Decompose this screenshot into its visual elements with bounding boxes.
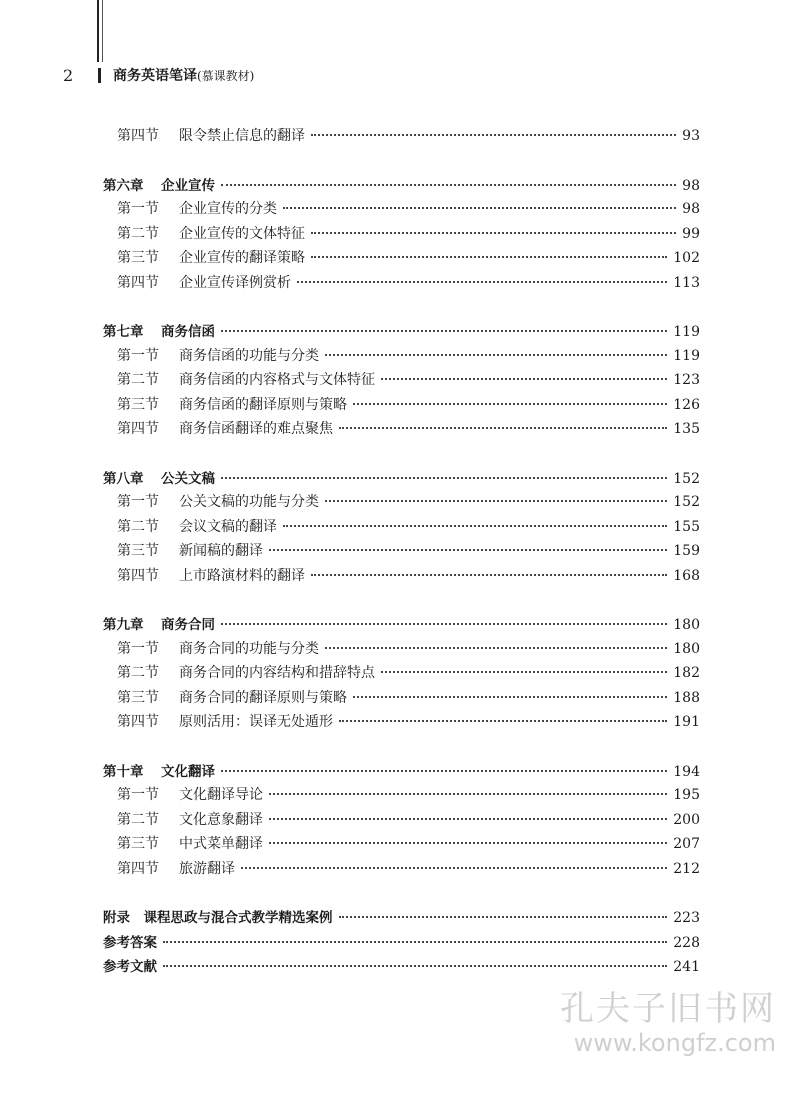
toc-section-title: 商务合同的功能与分类	[179, 640, 319, 657]
toc-section-label: 第四节	[117, 128, 159, 144]
watermark-text: 孔夫子旧书网	[560, 989, 776, 1029]
toc-page-number: 155	[673, 518, 700, 535]
toc-section-title: 商务信函翻译的难点聚焦	[179, 421, 333, 437]
toc-section-title: 旅游翻译	[179, 860, 235, 877]
toc-section-title: 企业宣传的分类	[179, 201, 277, 217]
toc-page-number: 200	[673, 811, 700, 828]
page-number: 2	[63, 66, 74, 85]
toc-appendix-title: 附录 课程思政与混合式教学精选案例	[103, 910, 333, 926]
book-subtitle: (慕课教材)	[197, 69, 255, 83]
toc-page-number: 93	[682, 128, 700, 144]
toc-section-label: 第一节	[117, 347, 159, 364]
dot-leader	[325, 500, 667, 502]
dot-leader	[221, 770, 667, 772]
dot-leader	[283, 207, 676, 209]
dot-leader	[311, 232, 676, 234]
group-spacer	[103, 882, 700, 906]
toc-section-row[interactable]	[103, 809, 700, 834]
toc-page-number: 180	[673, 640, 700, 657]
toc-chapter-label: 第八章	[103, 470, 144, 487]
dot-leader	[163, 965, 667, 967]
dot-leader	[269, 842, 667, 844]
toc-chapter-title: 商务信函	[161, 324, 215, 340]
spine-line	[97, 0, 99, 62]
toc-section-label: 第一节	[117, 787, 159, 803]
toc-section-row[interactable]	[103, 784, 700, 809]
toc-section-row[interactable]	[103, 418, 700, 443]
toc-page-number: 126	[673, 396, 700, 413]
toc-section-row[interactable]	[103, 565, 700, 590]
toc-section-row[interactable]	[103, 369, 700, 394]
toc-chapter-row[interactable]	[103, 320, 700, 345]
toc-chapter-title: 商务合同	[161, 617, 215, 633]
toc-section-label: 第三节	[117, 836, 159, 852]
toc-page-number: 102	[673, 250, 700, 266]
toc-appendix-title: 参考文献	[103, 959, 157, 975]
dot-leader	[269, 793, 667, 795]
toc-chapter-row[interactable]	[103, 174, 700, 199]
toc-chapter-row[interactable]	[103, 467, 700, 492]
toc-section-label: 第一节	[117, 640, 159, 657]
toc-appendix-row[interactable]	[103, 955, 700, 980]
toc-section-label: 第二节	[117, 811, 159, 828]
toc-section-title: 商务合同的翻译原则与策略	[179, 689, 347, 706]
toc-chapter-title: 公关文稿	[161, 470, 215, 487]
toc-chapter-title: 文化翻译	[161, 763, 215, 780]
dot-leader	[381, 671, 667, 673]
toc-section-row[interactable]	[103, 638, 700, 663]
dot-leader	[325, 647, 667, 649]
toc-appendix-title: 参考答案	[103, 934, 157, 951]
toc-section-title: 会议文稿的翻译	[179, 518, 277, 535]
toc-section-title: 文化意象翻译	[179, 811, 263, 828]
toc-chapter-label: 第六章	[103, 177, 144, 194]
toc-page-number: 194	[673, 763, 700, 780]
toc-page-number: 98	[682, 201, 700, 217]
toc-page-number: 98	[682, 177, 700, 194]
toc-section-label: 第三节	[117, 396, 159, 413]
dot-leader	[269, 818, 667, 820]
toc-section-row[interactable]	[103, 687, 700, 712]
toc-page-number: 223	[673, 910, 700, 926]
toc-section-label: 第四节	[117, 567, 159, 584]
watermark-url: www.kongfz.com	[573, 1029, 776, 1057]
toc-chapter-label: 第七章	[103, 324, 144, 340]
toc-section-title: 新闻稿的翻译	[179, 543, 263, 559]
toc-section-label: 第一节	[117, 201, 159, 217]
group-spacer	[103, 150, 700, 174]
dot-leader	[353, 696, 667, 698]
dot-leader	[339, 916, 668, 918]
toc-section-row[interactable]	[103, 272, 700, 297]
table-of-contents	[103, 125, 700, 980]
toc-page-number: 99	[682, 225, 700, 242]
toc-section-row[interactable]	[103, 247, 700, 272]
toc-page-number: 182	[673, 665, 700, 681]
toc-section-row[interactable]	[103, 662, 700, 687]
toc-page-number: 241	[673, 959, 700, 975]
toc-section-title: 商务信函的内容格式与文体特征	[179, 372, 375, 388]
dot-leader	[339, 720, 667, 722]
toc-section-row[interactable]	[103, 540, 700, 565]
book-title-text: 商务英语笔译	[113, 68, 197, 84]
dot-leader	[241, 867, 667, 869]
dot-leader	[283, 525, 667, 527]
toc-page-number: 188	[673, 689, 700, 706]
toc-section-title: 商务信函的翻译原则与策略	[179, 396, 347, 413]
toc-chapter-title: 企业宣传	[161, 177, 215, 194]
toc-page-number: 180	[673, 617, 700, 633]
toc-section-label: 第四节	[117, 860, 159, 877]
toc-section-label: 第二节	[117, 518, 159, 535]
toc-section-row[interactable]	[103, 198, 700, 223]
toc-section-row[interactable]	[103, 125, 700, 150]
toc-section-label: 第四节	[117, 714, 159, 730]
running-header	[0, 66, 800, 86]
toc-page-number: 152	[673, 494, 700, 510]
toc-page-number: 212	[673, 860, 700, 877]
toc-chapter-row[interactable]	[103, 760, 700, 785]
dot-leader	[381, 378, 667, 380]
toc-section-label: 第三节	[117, 689, 159, 706]
toc-chapter-row[interactable]	[103, 613, 700, 638]
toc-page-number: 119	[673, 347, 700, 364]
toc-section-title: 上市路演材料的翻译	[179, 567, 305, 584]
toc-section-label: 第二节	[117, 225, 159, 242]
book-title	[113, 66, 254, 86]
group-spacer	[103, 736, 700, 760]
toc-section-title: 企业宣传的文体特征	[179, 225, 305, 242]
toc-section-row[interactable]	[103, 491, 700, 516]
toc-section-label: 第三节	[117, 543, 159, 559]
toc-section-title: 企业宣传的翻译策略	[179, 250, 305, 266]
toc-section-row[interactable]	[103, 223, 700, 248]
toc-page-number: 113	[673, 274, 700, 291]
toc-page-number: 207	[673, 836, 700, 852]
toc-section-row[interactable]	[103, 394, 700, 419]
group-spacer	[103, 589, 700, 613]
dot-leader	[311, 134, 676, 136]
toc-section-title: 原则活用：误译无处遁形	[179, 714, 333, 730]
toc-section-label: 第三节	[117, 250, 159, 266]
toc-appendix-row[interactable]	[103, 931, 700, 956]
toc-section-title: 文化翻译导论	[179, 787, 263, 803]
dot-leader	[311, 574, 667, 576]
dot-leader	[269, 549, 667, 551]
dot-leader	[221, 184, 676, 186]
toc-section-label: 第二节	[117, 372, 159, 388]
toc-section-title: 限令禁止信息的翻译	[179, 128, 305, 144]
dot-leader	[353, 403, 667, 405]
toc-section-label: 第一节	[117, 494, 159, 510]
toc-page-number: 191	[673, 714, 700, 730]
dot-leader	[163, 941, 667, 943]
toc-chapter-label: 第十章	[103, 763, 144, 780]
toc-page-number: 168	[673, 567, 700, 584]
toc-section-title: 公关文稿的功能与分类	[179, 494, 319, 510]
dot-leader	[297, 281, 667, 283]
toc-section-title: 企业宣传译例赏析	[179, 274, 291, 291]
dot-leader	[325, 354, 667, 356]
toc-page-number: 228	[673, 934, 700, 951]
dot-leader	[311, 256, 667, 258]
toc-page-number: 123	[673, 372, 700, 388]
toc-section-title: 中式菜单翻译	[179, 836, 263, 852]
toc-section-row[interactable]	[103, 516, 700, 541]
toc-chapter-label: 第九章	[103, 617, 144, 633]
toc-page-number: 195	[673, 787, 700, 803]
toc-section-row[interactable]	[103, 858, 700, 883]
toc-section-title: 商务信函的功能与分类	[179, 347, 319, 364]
dot-leader	[221, 330, 667, 332]
toc-page-number: 135	[673, 421, 700, 437]
spine-line-thin	[102, 0, 103, 62]
group-spacer	[103, 443, 700, 467]
header-divider	[98, 68, 101, 83]
toc-section-label: 第四节	[117, 421, 159, 437]
toc-section-label: 第二节	[117, 665, 159, 681]
toc-section-row[interactable]	[103, 711, 700, 736]
dot-leader	[221, 623, 667, 625]
toc-section-title: 商务合同的内容结构和措辞特点	[179, 665, 375, 681]
toc-page-number: 119	[673, 324, 700, 340]
toc-section-row[interactable]	[103, 345, 700, 370]
toc-page-number: 152	[673, 470, 700, 487]
toc-appendix-row[interactable]	[103, 906, 700, 931]
dot-leader	[221, 477, 667, 479]
toc-section-row[interactable]	[103, 833, 700, 858]
dot-leader	[339, 427, 667, 429]
watermark	[560, 989, 776, 1057]
group-spacer	[103, 296, 700, 320]
toc-page-number: 159	[673, 543, 700, 559]
toc-section-label: 第四节	[117, 274, 159, 291]
